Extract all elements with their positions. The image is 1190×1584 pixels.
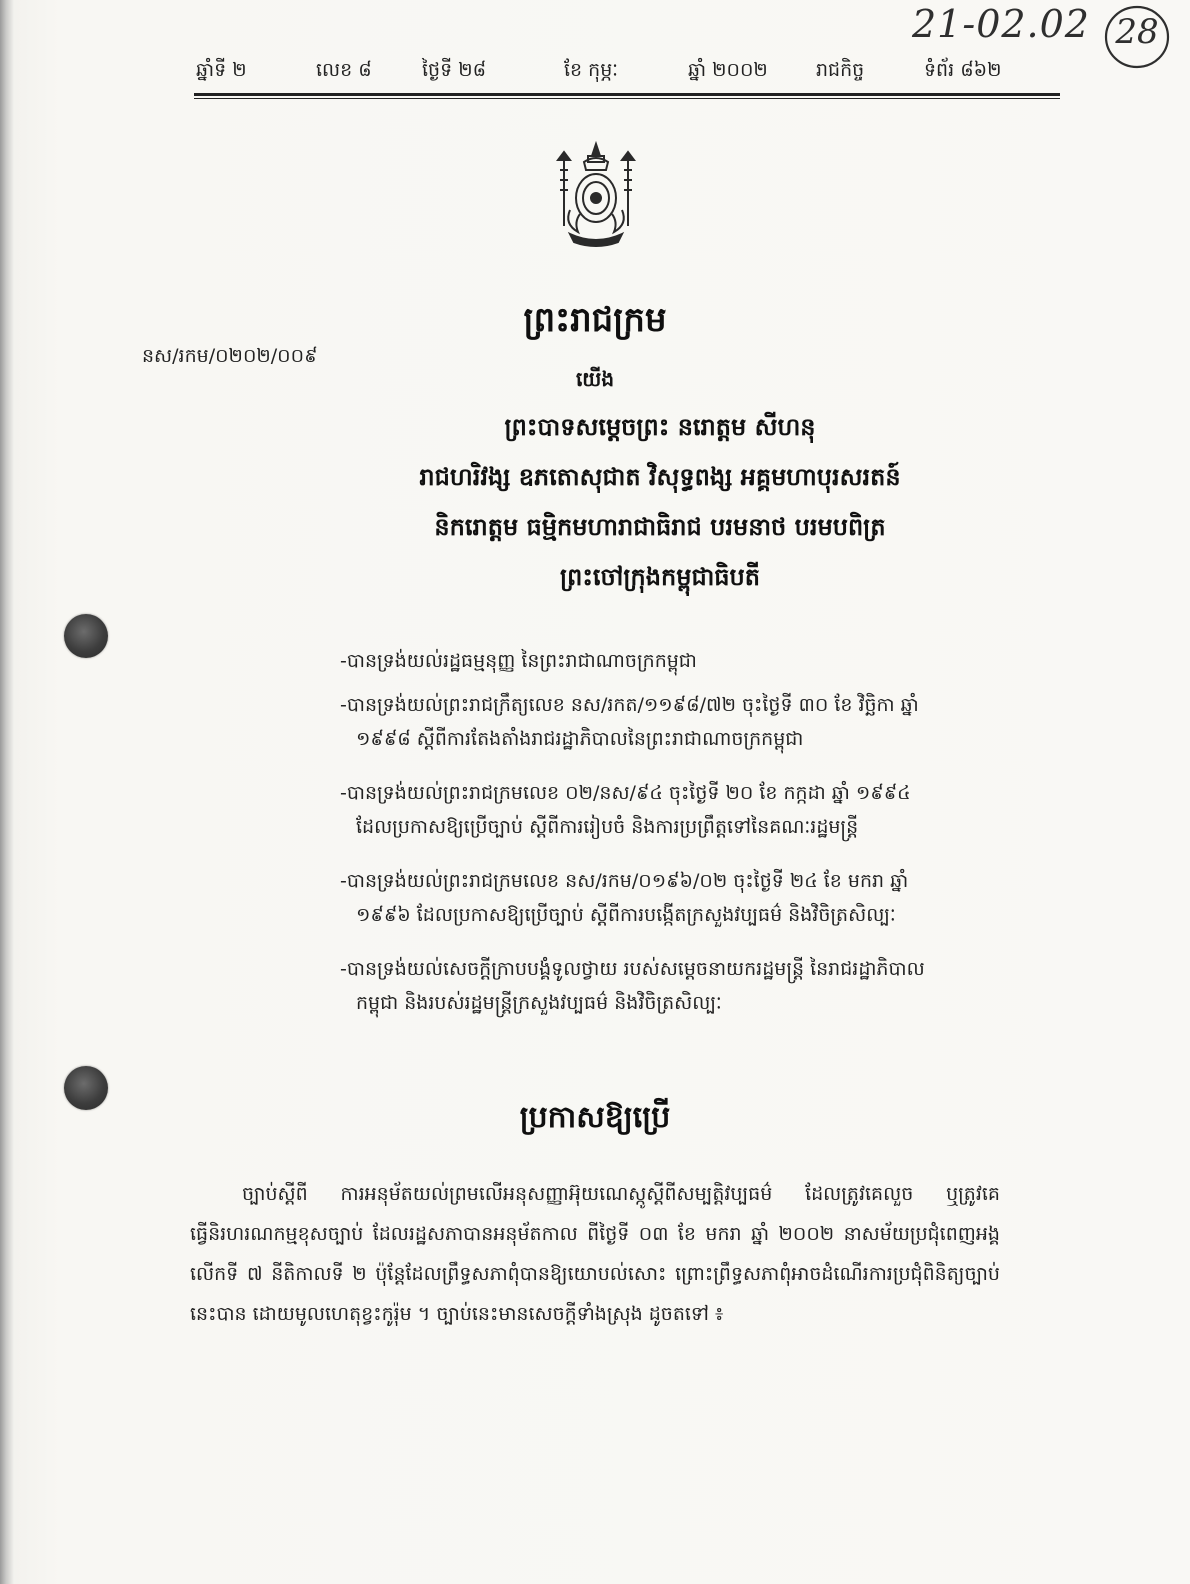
recital-line-cont: កម្ពុជា និងរបស់រដ្ឋមន្ត្រីក្រសួងវប្បធម៌ និងវិចិត្រសិល្បៈ [356,992,722,1014]
header-month: ខែ កុម្ភៈ [564,59,619,81]
recital-constitution [340,644,1000,678]
handwritten-page-number [1102,2,1172,72]
recital-line: -បានទ្រង់យល់សេចក្តីក្រាបបង្គំទូលថ្វាយ របស់សម្តេចនាយករដ្ឋមន្ត្រី នៃរាជរដ្ឋាភិបាល [340,958,925,980]
body-paragraph: ច្បាប់ស្តីពី ការអនុម័តយល់ព្រមលើអនុសញ្ញាអ៊ុយណេស្កូស្តីពីសម្បត្តិវប្បធម៌ ដែលត្រូវគេលួច ឬត្រូវគេធ្វើនិរហរណកម្មខុសច្បាប់ ដែលរដ្ឋសភាបានអនុម័តកាល ពីថ្ងៃទី ០៣ ខែ មករា ឆ្នាំ ២០០២ នាសម័យប្រជុំពេញអង្គលើកទី ៧ នីតិកាលទី ២ ប៉ុន្តែដែលព្រឹទ្ធសភាពុំបានឱ្យយោបល់សោះ ព្រោះព្រឹទ្ធសភាពុំអាចដំណើរការប្រជុំពិនិត្យច្បាប់នេះបាន ដោយមូលហេតុខ្វះកូរ៉ុម ។ ច្បាប់នេះមានសេចក្តីទាំងស្រុង ដូចតទៅ ៖ [190,1183,1000,1325]
page-number-text: 28 [1115,12,1159,52]
recital-line-cont: ដែលប្រកាសឱ្យប្រើច្បាប់ ស្តីពីការរៀបចំ និងការប្រព្រឹត្តទៅនៃគណៈរដ្ឋមន្ត្រី [356,816,859,838]
royal-coat-of-arms-icon [544,140,648,250]
we-heading: យើង [575,367,615,391]
recital-line: -បានទ្រង់យល់រដ្ឋធម្មនុញ្ញ នៃព្រះរាជាណាចក្រកម្ពុជា [340,650,697,672]
decree-title: ព្រះរាជក្រម [523,300,667,340]
recital-submission [340,952,1000,1020]
king-title-line-2: រាជហរិវង្ស ឧភតោសុជាត វិសុទ្ធពង្ស អគ្គមហាបុរសរតន៍ [419,463,901,491]
promulgate-heading: ប្រកាសឱ្យប្រើ [519,1100,671,1135]
header-page: ទំព័រ ៨៦២ [924,59,1002,81]
recital-line: -បានទ្រង់យល់ព្រះរាជក្រមលេខ នស/រកម/០១៩៦/០២ ចុះថ្ងៃទី ២៤ ខែ មករា ឆ្នាំ [340,870,909,892]
king-title-line-1: ព្រះបាទសម្តេចព្រះ នរោត្តម សីហនុ [504,413,816,441]
header-year-label: ឆ្នាំទី ២ [196,59,247,81]
header-gazette: រាជកិច្ច [816,59,865,81]
header-issue: លេខ ៨ [316,59,372,81]
recital-line-cont: ១៩៩៦ ដែលប្រកាសឱ្យប្រើច្បាប់ ស្តីពីការបង្កើតក្រសួងវប្បធម៌ និងវិចិត្រសិល្បៈ [356,904,896,926]
header-rule-thick [194,93,1060,96]
recital-line-cont: ១៩៩៨ ស្តីពីការតែងតាំងរាជរដ្ឋាភិបាលនៃព្រះរាជាណាចក្រកម្ពុជា [356,728,804,750]
punch-hole-top [64,614,108,658]
header-day: ថ្ងៃទី ២៨ [422,59,487,81]
king-title-line-3: និករោត្តម ធម្មិកមហារាជាធិរាជ បរមនាថ បរមបពិត្រ [434,513,886,541]
king-title-line-4: ព្រះចៅក្រុងកម្ពុជាធិបតី [559,563,761,591]
gazette-header [196,58,1060,88]
recital-line: -បានទ្រង់យល់ព្រះរាជក្រមលេខ ០២/នស/៩៤ ចុះថ្ងៃទី ២០ ខែ កក្កដា ឆ្នាំ ១៩៩៤ [340,782,911,804]
recital-ministry-culture-law [340,864,1000,932]
header-rule-thin [194,98,1060,99]
recital-royal-decree-government [340,688,1000,756]
recital-council-of-ministers-law [340,776,1000,844]
handwritten-date: 21-02.02 [912,2,1090,46]
header-year: ឆ្នាំ ២០០២ [688,59,768,81]
recital-line: -បានទ្រង់យល់ព្រះរាជក្រឹត្យលេខ នស/រកត/១១៩៨/៧២ ចុះថ្ងៃទី ៣០ ខែ វិច្ឆិកា ឆ្នាំ [340,694,919,716]
decree-number: នស/រកម/០២០២/០០៩ [142,345,318,367]
